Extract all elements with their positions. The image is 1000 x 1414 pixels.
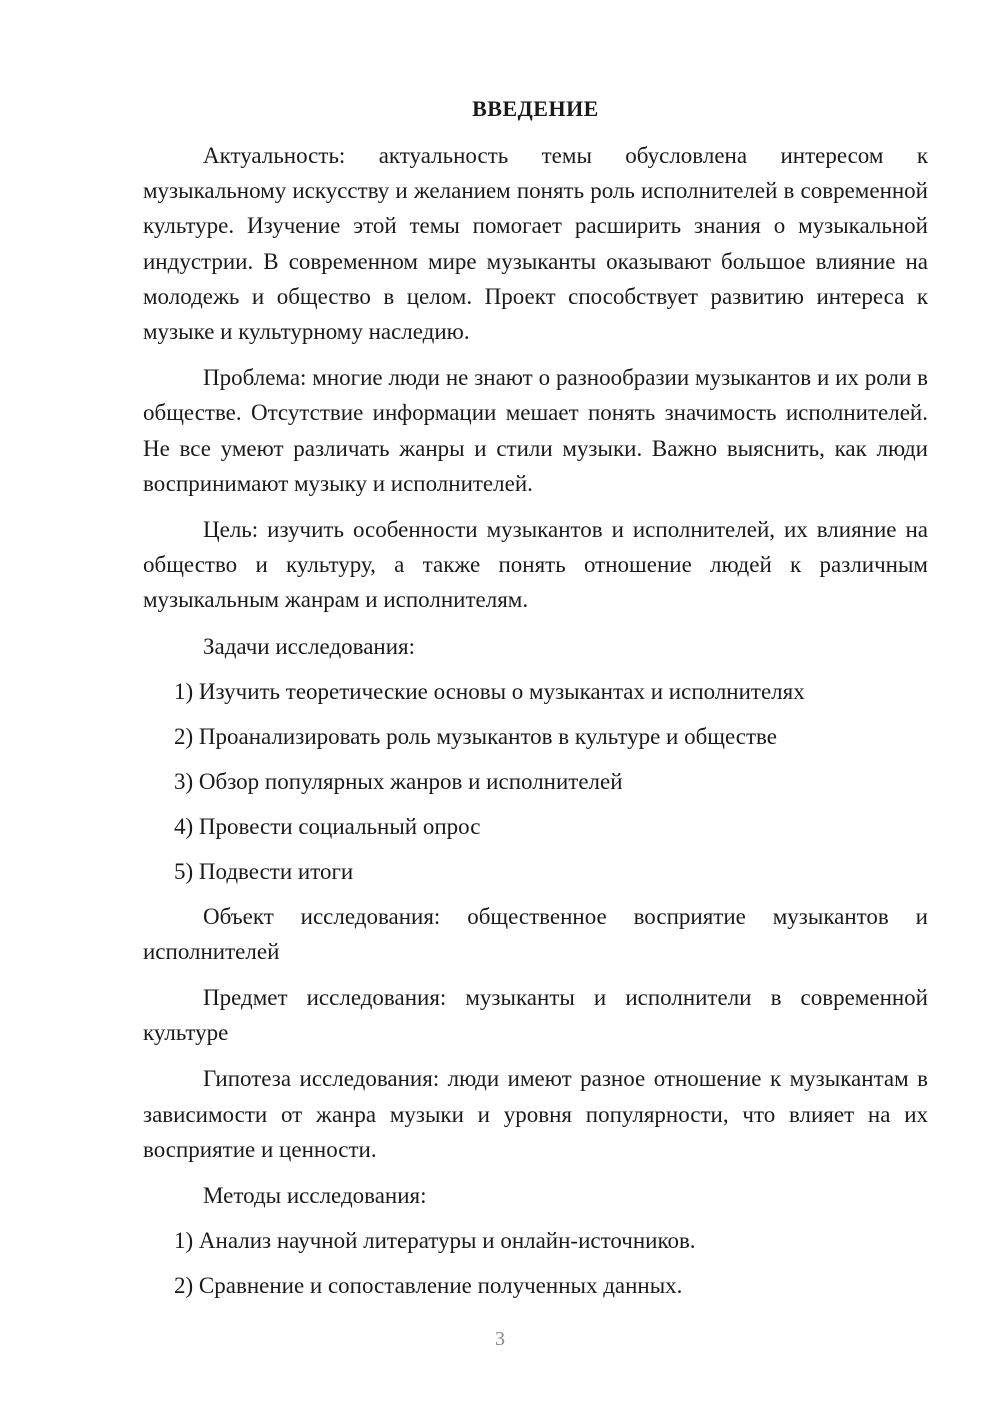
page-title: ВВЕДЕНИЕ [472, 96, 599, 121]
document-body [143, 92, 928, 1313]
list-item: 4) Провести социальный опрос [174, 813, 481, 839]
list-item: 3) Обзор популярных жанров и исполнителей [174, 768, 623, 794]
problem-paragraph: Проблема: многие люди не знают о разнообразии музыкантов и их роли в обществе. Отсутствие информации мешает понять значимость исполнителей. Не все умеют различать жанры и стили музыки. Важно выяснить, как люди воспринимают музыку и исполнителей. [143, 365, 928, 496]
list-item: 2) Проанализировать роль музыкантов в культуре и обществе [174, 723, 777, 749]
tasks-list [143, 674, 928, 889]
tasks-heading: Задачи исследования: [203, 633, 416, 659]
page-number: 3 [495, 1328, 505, 1350]
relevance-paragraph: Актуальность: актуальность темы обусловлена интересом к музыкальному искусству и желанием понять роль исполнителей в современной культуре. Изучение этой темы помогает расширить знания о музыкальной индустрии. В современном мире музыканты оказывают большое влияние на молодежь и общество в целом. Проект способствует развитию интереса к музыке и культурному наследию. [143, 143, 928, 345]
list-item: 2) Сравнение и сопоставление полученных данных. [174, 1273, 683, 1299]
object-paragraph: Объект исследования: общественное восприятие музыкантов и исполнителей [143, 903, 928, 964]
list-item: 5) Подвести итоги [174, 858, 354, 884]
goal-paragraph: Цель: изучить особенности музыкантов и исполнителей, их влияние на общество и культуру, а также понять отношение людей к различным музыкальным жанрам и исполнителям. [143, 517, 928, 613]
subject-paragraph: Предмет исследования: музыканты и исполнители в современной культуре [143, 985, 928, 1046]
list-item: 1) Анализ научной литературы и онлайн-источников. [174, 1228, 696, 1254]
methods-heading: Методы исследования: [203, 1183, 427, 1209]
methods-list [143, 1223, 928, 1303]
list-item: 1) Изучить теоретические основы о музыкантах и исполнителях [174, 678, 805, 704]
hypothesis-paragraph: Гипотеза исследования: люди имеют разное отношение к музыкантам в зависимости от жанра музыки и уровня популярности, что влияет на их восприятие и ценности. [143, 1066, 928, 1162]
